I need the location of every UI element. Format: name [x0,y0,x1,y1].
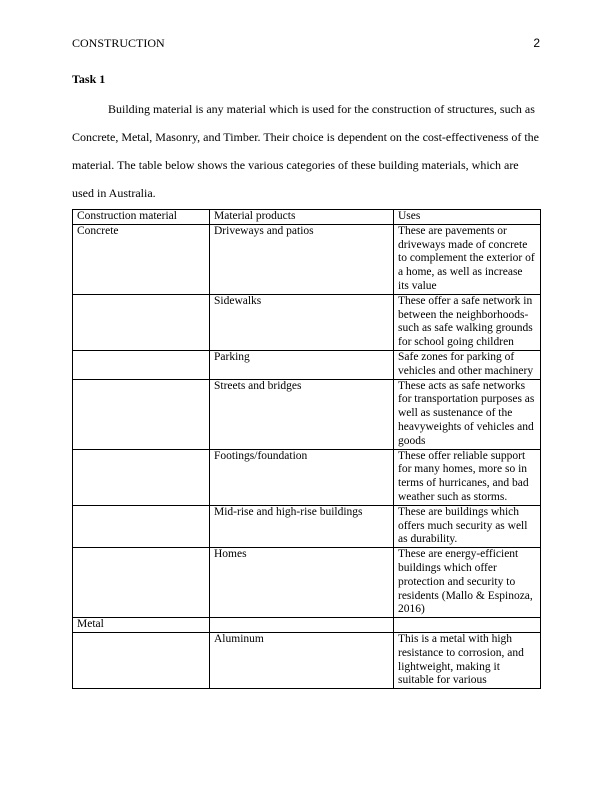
table-header-cell: Construction material [73,210,210,225]
table-cell: Mid-rise and high-rise buildings [210,505,394,547]
table-cell: These offer a safe network in between the neighborhoods- such as safe walking grounds for school going children [394,294,541,350]
table-row [73,224,541,294]
table-cell: These offer reliable support for many homes, more so in terms of hurricanes, and bad weather such as storms. [394,449,541,505]
table-header-cell: Uses [394,210,541,225]
table-cell: Safe zones for parking of vehicles and other machinery [394,350,541,379]
table-cell [73,379,210,449]
table-cell: Aluminum [210,632,394,688]
table-cell: Homes [210,548,394,618]
table-cell: These are pavements or driveways made of concrete to complement the exterior of a home, as well as increase its value [394,224,541,294]
table-cell [73,505,210,547]
table-row [73,449,541,505]
table-cell: These are buildings which offers much security as well as durability. [394,505,541,547]
table-cell: Footings/foundation [210,449,394,505]
table-cell: Parking [210,350,394,379]
table-cell [210,618,394,633]
table-cell [73,632,210,688]
table-row [73,632,541,688]
table-cell: Sidewalks [210,294,394,350]
table-cell: Concrete [73,224,210,294]
table-cell [73,548,210,618]
table-row [73,548,541,618]
table-cell [394,618,541,633]
table-header-row [73,210,541,225]
page-number: 2 [533,36,540,50]
table-cell [73,449,210,505]
table-row [73,350,541,379]
table-row [73,294,541,350]
table-row [73,618,541,633]
section-heading: Task 1 [72,72,106,86]
table-cell: Metal [73,618,210,633]
table-cell: These are energy-efficient buildings which offer protection and security to residents (Mallo & Espinoza, 2016) [394,548,541,618]
table-cell [73,294,210,350]
table-row [73,379,541,449]
table-cell: These acts as safe networks for transportation purposes as well as sustenance of the heavyweights of vehicles and goods [394,379,541,449]
running-head: CONSTRUCTION [72,36,165,50]
table-cell: Streets and bridges [210,379,394,449]
table-row [73,505,541,547]
table-cell: This is a metal with high resistance to corrosion, and lightweight, making it suitable for various [394,632,541,688]
table-cell: Driveways and patios [210,224,394,294]
table-header-cell: Material products [210,210,394,225]
intro-paragraph: Building material is any material which is used for the construction of structures, such as Concrete, Metal, Masonry, and Timber. Their choice is dependent on the cost-effectiveness of the material. The table below shows the various categories of these building materials, which are used in Australia. [72,102,539,200]
materials-table [72,209,541,689]
page-header [72,36,540,52]
table-cell [73,350,210,379]
